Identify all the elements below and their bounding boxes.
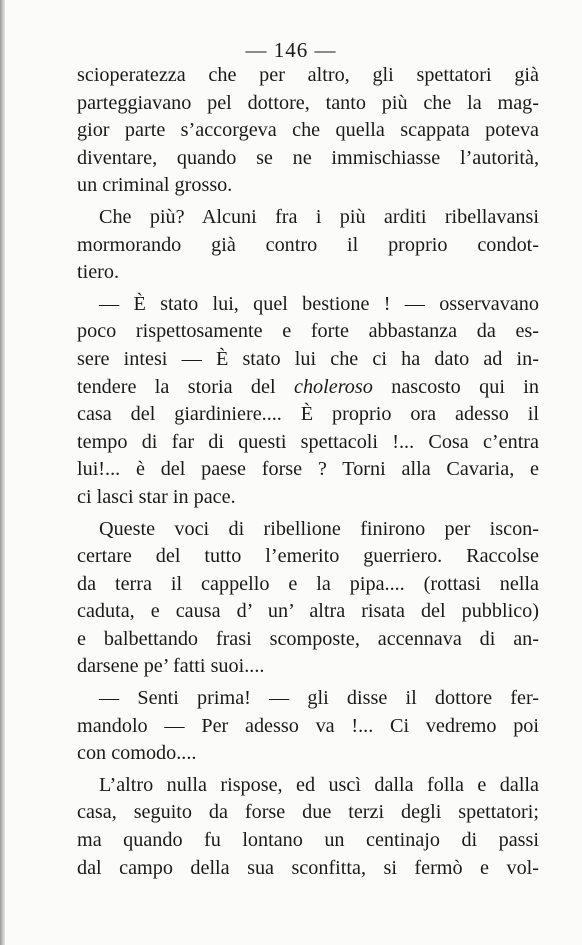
paragraph xyxy=(77,291,539,512)
text-line: tiero. xyxy=(77,261,120,284)
page-number: — 146 — xyxy=(245,38,337,62)
text-line: Che più? Alcuni fra i più arditi ribellavansi xyxy=(99,205,539,228)
text-line: sere intesi — È stato lui che ci ha dato ad in- xyxy=(77,347,539,370)
text-line: da terra il cappello e la pipa.... (rottasi nella xyxy=(77,572,539,595)
text-line: ci lasci star in pace. xyxy=(77,485,236,508)
paragraph xyxy=(77,685,539,768)
text-line: L’altro nulla rispose, ed uscì dalla folla e dalla xyxy=(99,773,539,796)
text-line: ma quando fu lontano un centinajo di passi xyxy=(77,829,539,852)
text-span: tendere la storia del xyxy=(77,375,294,398)
text-line xyxy=(77,374,539,402)
text-line: lui!... è del paese forse ? Torni alla Cavaria, e xyxy=(77,458,539,481)
text-line: caduta, e causa d’ un’ altra risata del pubblico) xyxy=(77,600,539,623)
text-line: scioperatezza che per altro, gli spettatori già xyxy=(77,64,539,86)
text-line: mormorando già contro il proprio condot- xyxy=(77,233,539,256)
text-line: mandolo — Per adesso va !... Ci vedremo poi xyxy=(77,714,539,737)
text-line: gior parte s’accorgeva che quella scappata poteva xyxy=(77,119,539,142)
text-line: e balbettando frasi scomposte, accennava di an- xyxy=(77,627,539,650)
text-line: casa, seguito da forse due terzi degli spettatori; xyxy=(77,801,539,824)
text-line: poco rispettosamente e forte abbastanza da es- xyxy=(77,320,539,343)
text-line: dal campo della sua sconfitta, si fermò e vol- xyxy=(77,856,539,879)
text-line: diventare, quando se ne immischiasse l’autorità, xyxy=(77,146,539,169)
text-line: — Senti prima! — gli disse il dottore fer- xyxy=(99,687,539,710)
paragraph xyxy=(77,204,539,287)
text-line: con comodo.... xyxy=(77,742,197,765)
text-line: tempo di far di questi spettacoli !... Cosa c’entra xyxy=(77,430,539,453)
paragraph xyxy=(77,62,539,200)
text-line: parteggiavano pel dottore, tanto più che la mag- xyxy=(77,91,539,114)
paragraph xyxy=(77,516,539,682)
text-line: casa del giardiniere.... È proprio ora adesso il xyxy=(77,403,539,426)
page-binding-edge xyxy=(0,0,5,945)
text-span: nascosto qui in xyxy=(372,375,539,398)
text-line: — È stato lui, quel bestione ! — osservavano xyxy=(99,292,539,315)
body-text xyxy=(77,62,539,882)
text-line: certare del tutto l’emerito guerriero. Raccolse xyxy=(77,545,539,568)
text-line: darsene pe’ fatti suoi.... xyxy=(77,655,265,678)
paragraph xyxy=(77,772,539,882)
text-line: un criminal grosso. xyxy=(77,174,233,197)
text-line: Queste voci di ribellione finirono per iscon- xyxy=(99,517,539,540)
italic-word: choleroso xyxy=(293,375,373,398)
